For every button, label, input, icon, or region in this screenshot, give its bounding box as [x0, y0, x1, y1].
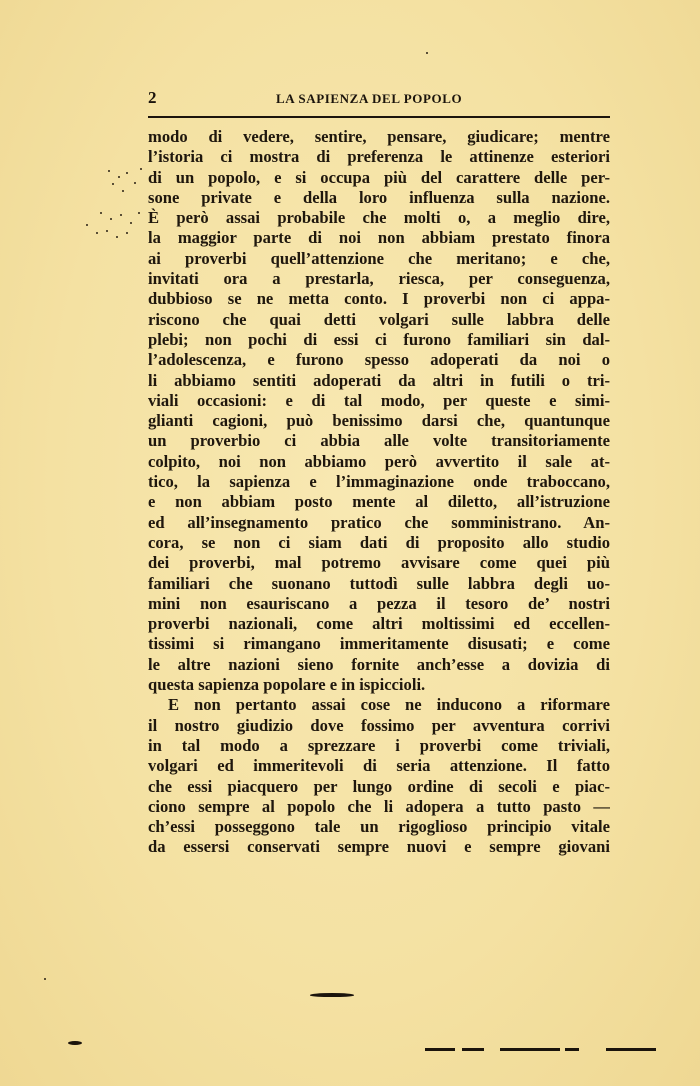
text-line: riscono che quai detti volgari sulle labbra delle [148, 309, 610, 329]
text-line: sone private e della loro influenza sulla nazione. [148, 187, 610, 207]
running-header [148, 88, 610, 110]
text-line: ciono sempre al popolo che li adopera a tutto pasto — [148, 796, 610, 816]
text-line: in tal modo a sprezzare i proverbi come triviali, [148, 735, 610, 755]
paragraph-1 [148, 127, 610, 695]
text-line: ed all’insegnamento pratico che somministrano. An- [148, 512, 610, 532]
ink-smudge [68, 1041, 82, 1045]
text-line: familiari che suonano tuttodì sulle labbra degli uo- [148, 573, 610, 593]
running-title: LA SAPIENZA DEL POPOLO [276, 91, 463, 106]
text-line: modo di vedere, sentire, pensare, giudicare; mentre [148, 127, 610, 146]
text-line: da essersi conservati sempre nuovi e sempre giovani [148, 837, 610, 857]
text-line: l’adolescenza, e furono spesso adoperati da noi o [148, 350, 610, 370]
text-line: tissimi si rimangano immeritamente disusati; e come [148, 634, 610, 654]
text-line: mini non esauriscano a pezza il tesoro de’ nostri [148, 593, 610, 613]
text-line: ai proverbi quell’attenzione che meritano; e che, [148, 248, 610, 268]
page-ornament [310, 993, 354, 997]
text-line: ch’essi posseggono tale un rigoglioso principio vitale [148, 817, 610, 837]
text-line: E non pertanto assai cose ne inducono a riformare [168, 695, 610, 715]
body-text [148, 127, 610, 858]
text-line: di un popolo, e si occupa più del carattere delle per- [148, 167, 610, 187]
text-line: il nostro giudizio dove fossimo per avventura corrivi [148, 715, 610, 735]
text-line: un proverbio ci abbia alle volte transitoriamente [148, 431, 610, 451]
text-line: È però assai probabile che molti o, a meglio dire, [148, 208, 610, 228]
text-line: tico, la sapienza e l’immaginazione onde traboccano, [148, 472, 610, 492]
text-line: glianti cagioni, può benissimo darsi che, quantunque [148, 411, 610, 431]
text-line: questa sapienza popolare e in ispiccioli. [148, 675, 426, 695]
text-line: dei proverbi, mal potremo avvisare come quei più [148, 553, 610, 573]
header-rule [148, 116, 610, 118]
text-line: che essi piacquero per lungo ordine di secoli e piac- [148, 776, 610, 796]
text-line: dubbioso se ne metta conto. I proverbi non ci appa- [148, 289, 610, 309]
text-line: volgari ed immeritevoli di seria attenzione. Il fatto [148, 756, 610, 776]
text-line: colpito, noi non abbiamo però avvertito il sale at- [148, 451, 610, 471]
text-line: cora, se non ci siam dati di proposito allo studio [148, 532, 610, 552]
text-line: le altre nazioni sieno fornite anch’esse a dovizia di [148, 654, 610, 674]
paragraph-2 [148, 695, 610, 857]
text-line: viali occasioni: e di tal modo, per queste e simi- [148, 390, 610, 410]
page-number: 2 [148, 88, 157, 107]
text-line: li abbiamo sentiti adoperati da altri in futili o tri- [148, 370, 610, 390]
text-line: e non abbiam posto mente al diletto, all’istruzione [148, 492, 610, 512]
text-line: plebi; non pochi di essi ci furono familiari sin dal- [148, 329, 610, 349]
text-line: la maggior parte di noi non abbiam prestato finora [148, 228, 610, 248]
text-line: invitati ora a prestarla, riesca, per conseguenza, [148, 269, 610, 289]
text-line: proverbi nazionali, come altri moltissimi ed eccellen- [148, 614, 610, 634]
text-line: l’istoria ci mostra di preferenza le attinenze esteriori [148, 147, 610, 167]
